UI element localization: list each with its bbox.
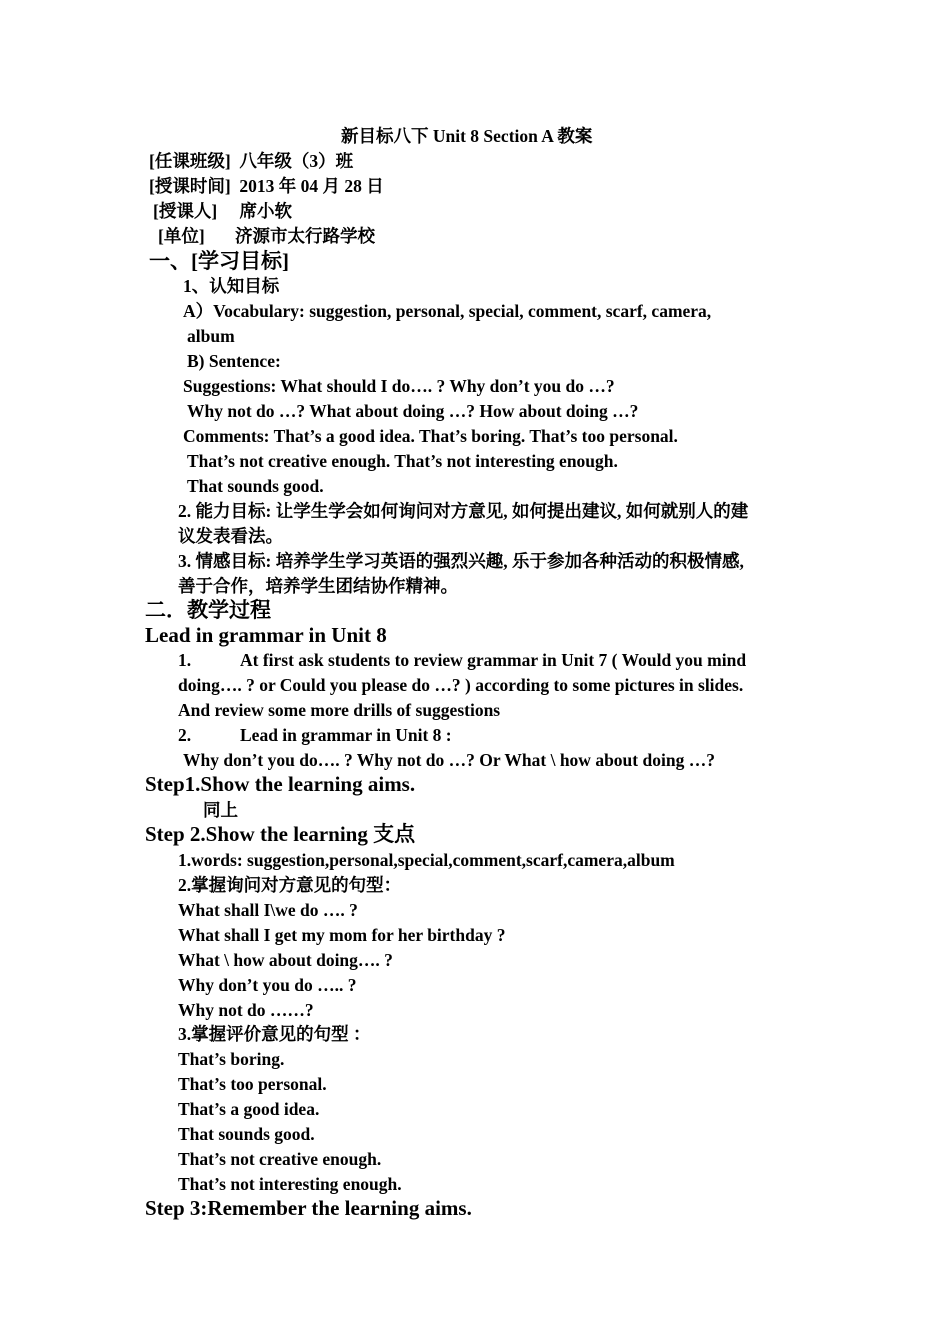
objectives-heading: 一、[学习目标]: [149, 249, 289, 273]
step2-comment-2: That’s too personal.: [178, 1074, 327, 1094]
unit-label: [单位]: [158, 226, 205, 246]
lead-item-1-text: At first ask students to review grammar in Unit 7 ( Would you mind: [240, 650, 747, 670]
suggestions-line-1: Suggestions: What should I do…. ? Why don’t you do …?: [183, 376, 615, 396]
sentence-heading: B) Sentence:: [187, 351, 281, 371]
step1-heading: Step1.Show the learning aims.: [145, 772, 416, 796]
lead-item-2-line-2: Why don’t you do…. ? Why not do …? Or What \ how about doing …?: [183, 750, 715, 770]
class-label: [任课班级]: [149, 151, 231, 171]
teacher-label: [授课人]: [153, 201, 218, 221]
step2-comment-heading: 3.掌握评价意见的句型 ：: [178, 1024, 371, 1044]
process-heading: 二．教学过程: [145, 598, 271, 622]
lead-item-2-line-1: [178, 723, 452, 747]
lead-item-1-line-2: doing…. ? or Could you please do …? ) according to some pictures in slides.: [178, 675, 744, 695]
step2-comment-3: That’s a good idea.: [178, 1099, 320, 1119]
teacher-value: 席小软: [239, 201, 293, 221]
lead-item-1-line-3: And review some more drills of suggestions: [178, 700, 501, 720]
emotion-goal-line-1: 3. 情感目标: 培养学生学习英语的强烈兴趣, 乐于参加各种活动的积极情感,: [178, 551, 744, 571]
step2-question-2: What shall I get my mom for her birthday ?: [178, 925, 506, 945]
class-value: 八年级（3）班: [239, 151, 354, 171]
step2-question-4: Why don’t you do ….. ?: [178, 975, 357, 995]
step2-comment-6: That’s not interesting enough.: [178, 1174, 402, 1194]
comments-line-2: That’s not creative enough. That’s not interesting enough.: [187, 451, 618, 471]
step2-comment-1: That’s boring.: [178, 1049, 285, 1069]
step2-comment-5: That’s not creative enough.: [178, 1149, 382, 1169]
step2-heading: Step 2.Show the learning 支点: [145, 822, 416, 846]
cognitive-heading: 1、认知目标: [183, 276, 280, 296]
unit-info-line: [158, 224, 375, 248]
date-value: 2013 年 04 月 28 日: [239, 176, 384, 196]
step2-ask-heading: 2.掌握询问对方意见的句型：: [178, 875, 402, 895]
step2-comment-4: That sounds good.: [178, 1124, 315, 1144]
lead-item-2-number: 2.: [178, 725, 192, 745]
ability-goal-line-2: 议发表看法。: [178, 526, 283, 546]
lead-in-heading: Lead in grammar in Unit 8: [145, 623, 387, 647]
step2-question-1: What shall I\we do …. ?: [178, 900, 358, 920]
lead-item-2-text: Lead in grammar in Unit 8 :: [240, 725, 452, 745]
unit-value: 济源市太行路学校: [235, 226, 376, 246]
step2-question-3: What \ how about doing…. ?: [178, 950, 393, 970]
step2-question-5: Why not do ……?: [178, 1000, 314, 1020]
date-label: [授课时间]: [149, 176, 231, 196]
comments-line-3: That sounds good.: [187, 476, 324, 496]
date-info-line: [149, 174, 384, 198]
vocabulary-line-1: A）Vocabulary: suggestion, personal, special, comment, scarf, camera,: [183, 301, 712, 321]
step3-heading: Step 3:Remember the learning aims.: [145, 1196, 472, 1220]
teacher-info-line: [153, 199, 292, 223]
lead-item-1-line-1: [178, 648, 746, 672]
emotion-goal-line-2: 善于合作，培养学生团结协作精神。: [178, 576, 458, 596]
comments-line-1: Comments: That’s a good idea. That’s boring. That’s too personal.: [183, 426, 678, 446]
lead-item-1-number: 1.: [178, 650, 192, 670]
vocabulary-line-2: album: [187, 326, 235, 346]
class-info-line: [149, 149, 353, 173]
ability-goal-line-1: 2. 能力目标: 让学生学会如何询问对方意见, 如何提出建议, 如何就别人的建: [178, 501, 749, 521]
page-title: 新目标八下 Unit 8 Section A 教案: [341, 126, 593, 146]
step2-words: 1.words: suggestion,personal,special,comment,scarf,camera,album: [178, 850, 675, 870]
suggestions-line-2: Why not do …? What about doing …? How about doing …?: [187, 401, 639, 421]
step1-note: 同上: [203, 800, 238, 820]
